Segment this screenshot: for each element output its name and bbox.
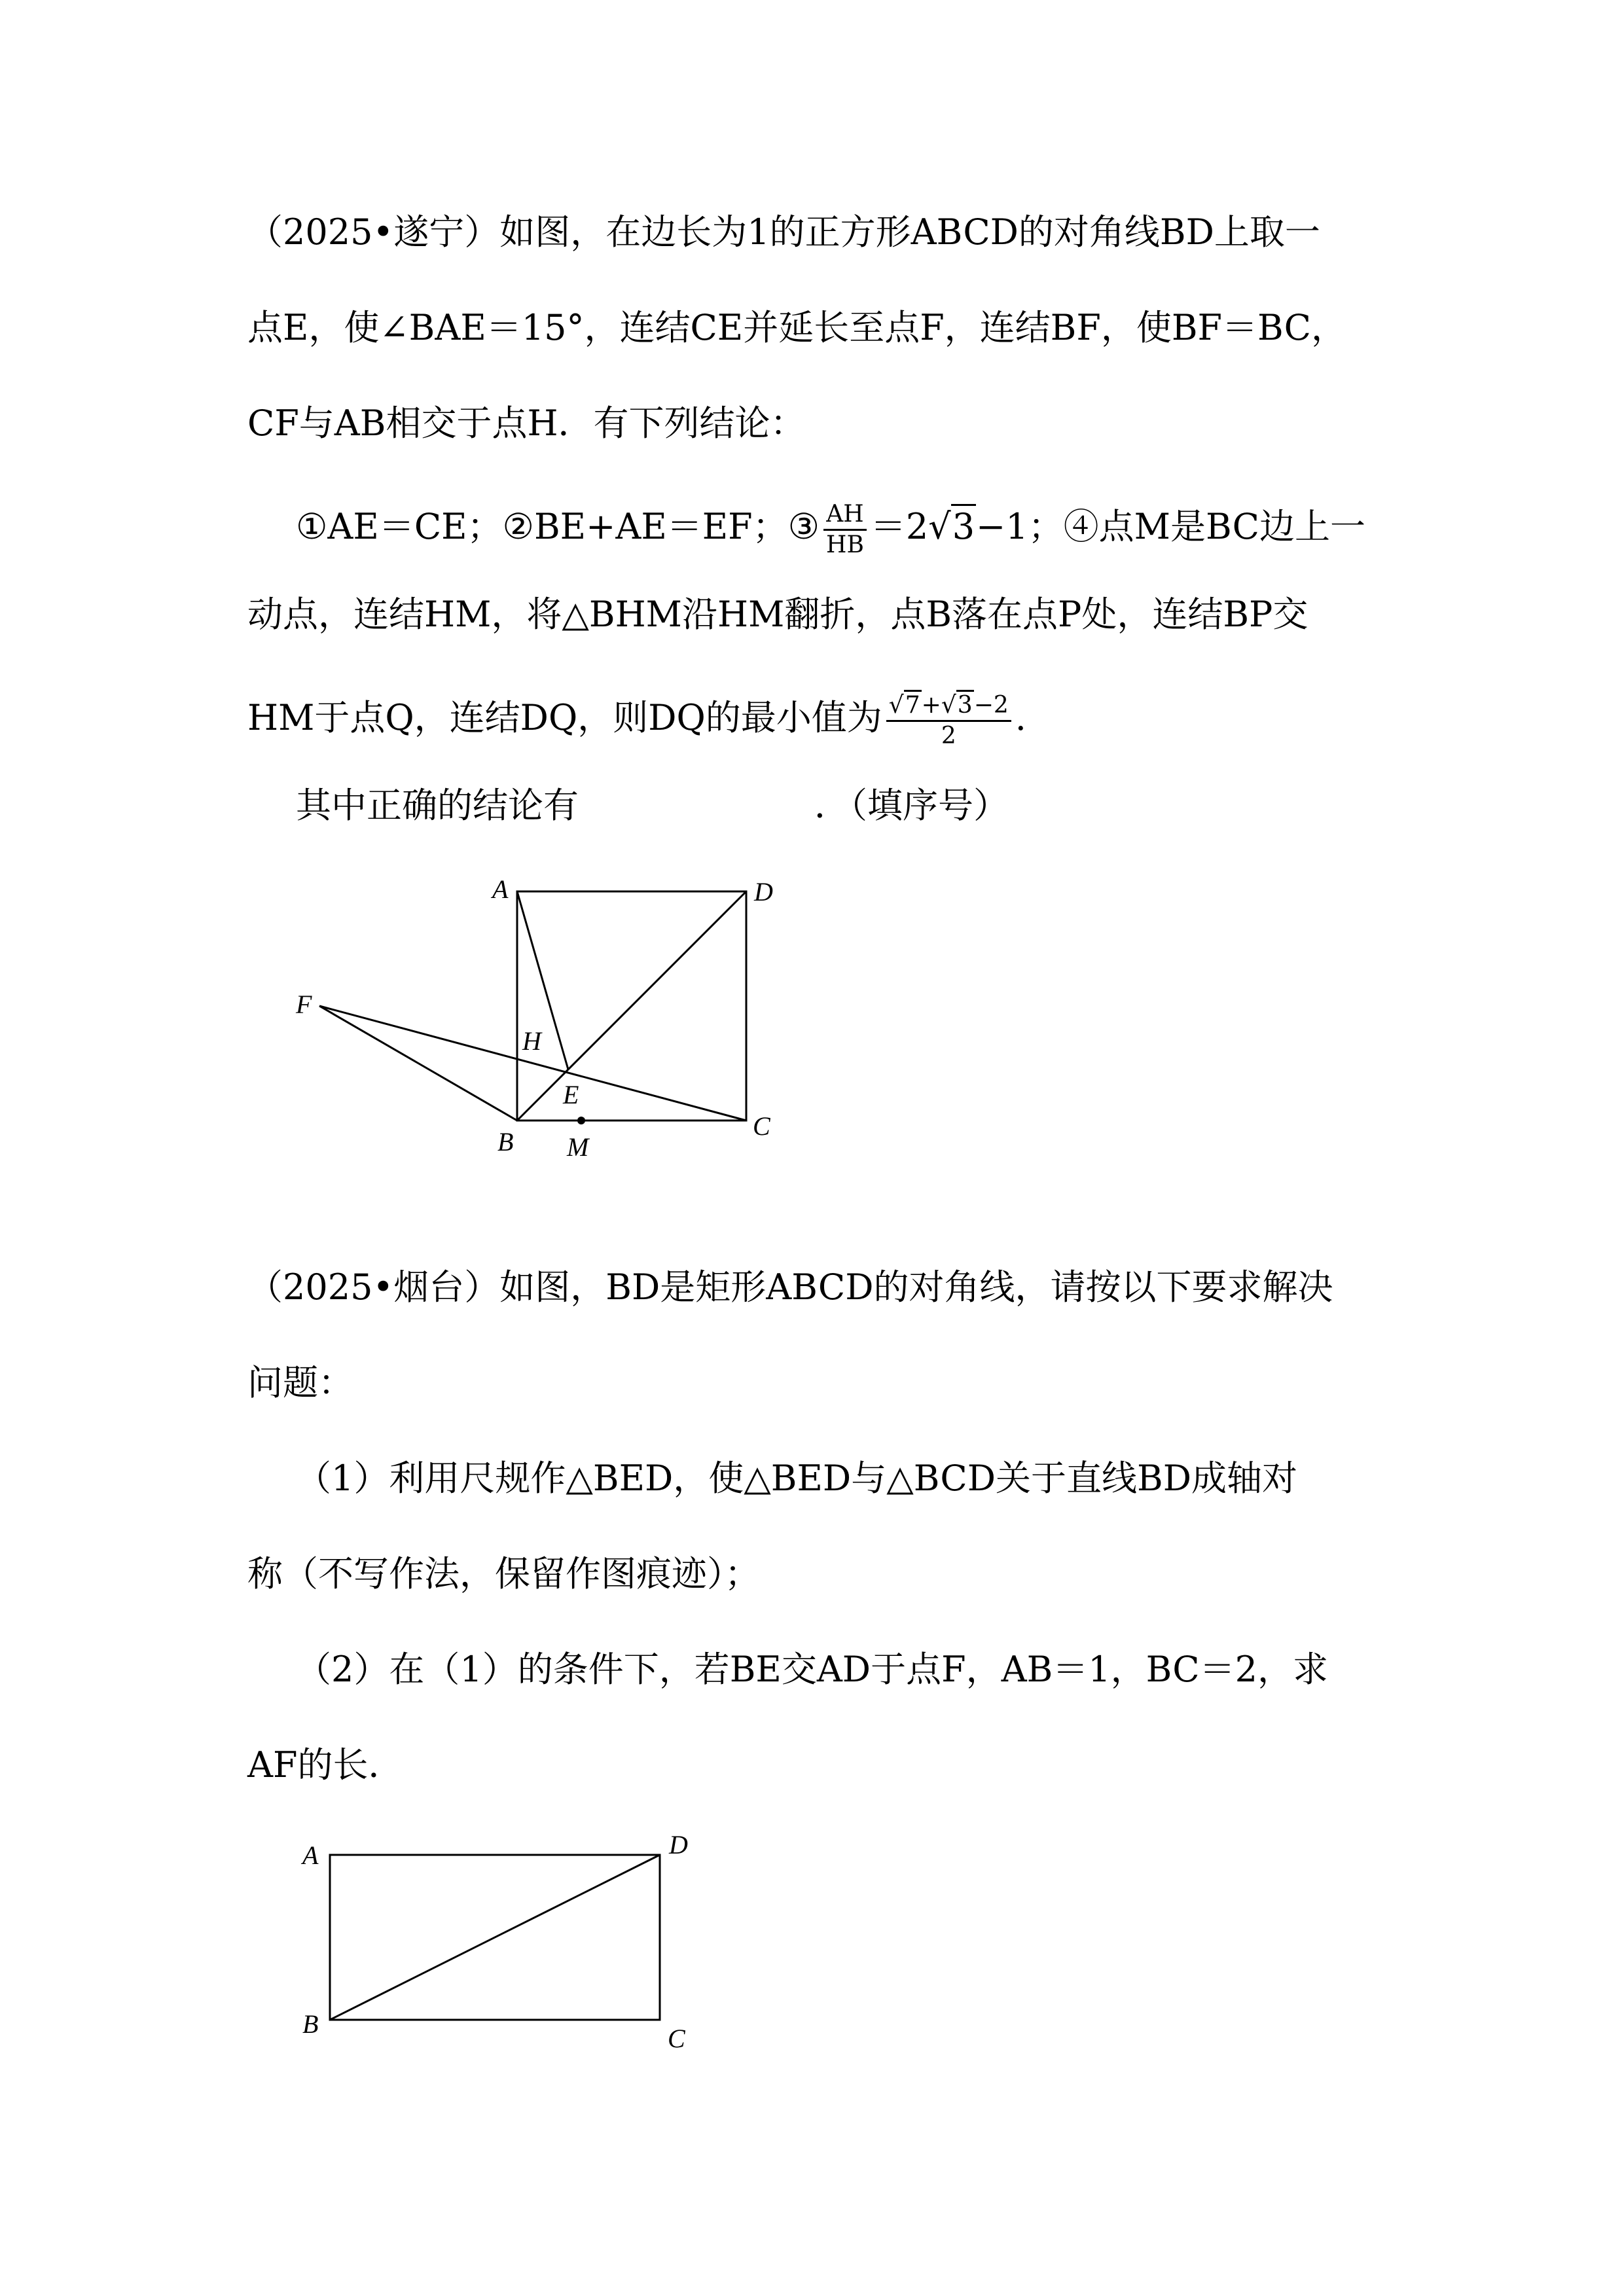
fraction-numerator: √7+√3−2 [886,692,1011,722]
label-c: C [753,1111,770,1141]
fraction-denominator: 2 [941,722,956,749]
segment-fc [319,1006,746,1121]
p1-line6-a: HM于点Q，连结DQ，则DQ的最小值为 [247,697,882,739]
diagonal-bd [517,891,746,1121]
p1-line4-c: −1；④点M是BC边上一 [976,506,1365,548]
p2-line2: 问题： [247,1362,353,1403]
p2-line6: AF的长． [247,1744,404,1785]
p1-line7: 其中正确的结论有 ．（填序号） [296,785,1009,826]
p1-line4-b: ＝2 [870,506,929,548]
p1-line6-b: . [1015,697,1026,739]
p1-line2: 点E，使∠BAE＝15°，连结CE并延长至点F，连结BF，使BF＝BC， [247,307,1346,348]
label-a: A [492,874,509,904]
fraction-numerator: AH [823,501,867,531]
point-m [577,1117,585,1124]
sqrt-3: √3 [928,509,976,545]
diagonal-bd-2 [330,1855,660,2020]
label-d: D [754,877,773,906]
p2-line3: （1）利用尺规作△BED，使△BED与△BCD关于直线BD成轴对 [296,1458,1298,1499]
label-a-2: A [302,1840,319,1870]
p1-line5: 动点，连结HM，将△BHM沿HM翻折，点B落在点P处，连结BP交 [247,594,1308,635]
label-b-2: B [302,2009,319,2039]
p1-line4-a: ①AE＝CE；②BE+AE＝EF；③ [296,506,820,548]
label-d-2: D [669,1830,688,1859]
fraction-denominator: HB [826,531,864,558]
segment-fb [319,1006,517,1121]
label-m: M [567,1132,589,1162]
p1-line3: CF与AB相交于点H．有下列结论： [247,403,806,444]
p2-line5: （2）在（1）的条件下，若BE交AD于点F，AB＝1，BC＝2，求 [296,1649,1328,1690]
p2-line4: 称（不写作法，保留作图痕迹）； [247,1553,760,1594]
label-e: E [563,1080,579,1109]
p1-line1: （2025•遂宁）如图，在边长为1的正方形ABCD的对角线BD上取一 [247,211,1320,253]
label-b: B [497,1127,514,1157]
label-f: F [296,990,312,1019]
p2-line1: （2025•烟台）如图，BD是矩形ABCD的对角线，请按以下要求解决 [247,1266,1333,1308]
label-c-2: C [668,2024,685,2053]
label-h: H [522,1026,541,1056]
